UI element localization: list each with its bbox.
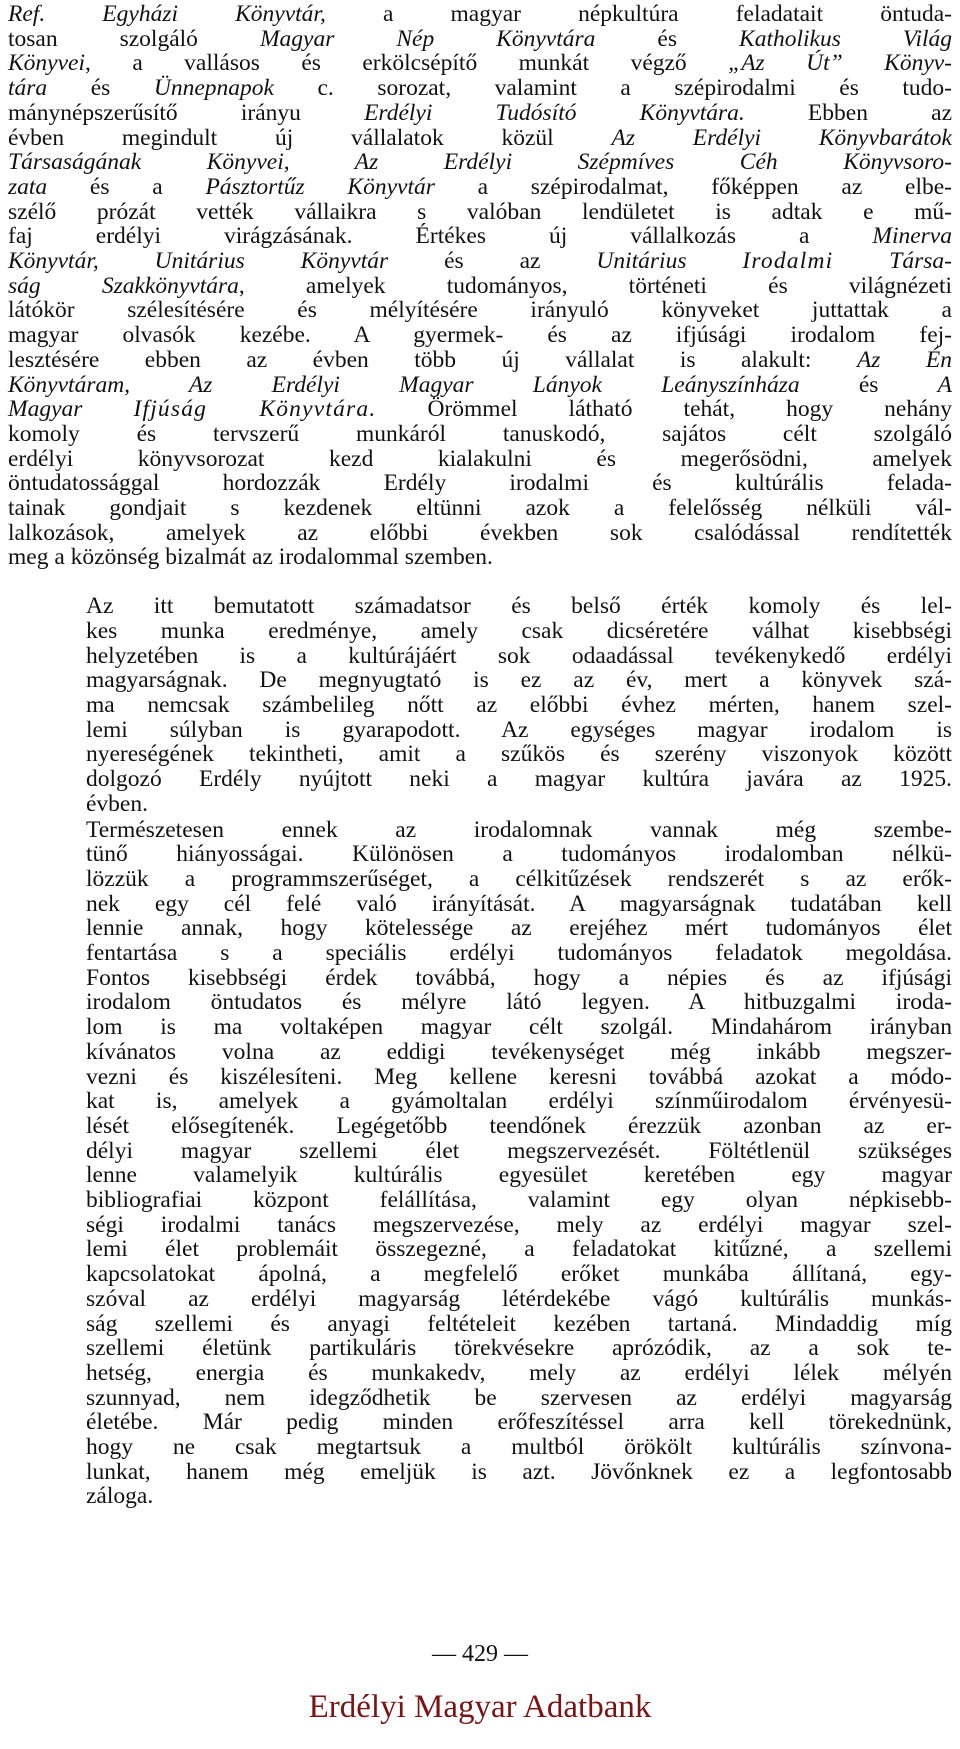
text-line bbox=[8, 742, 952, 767]
text-run: lését elősegítenék. Legégetőbb teendőnek érezzük azonban az er- bbox=[86, 1112, 952, 1139]
text-line bbox=[8, 521, 952, 546]
text-line bbox=[8, 1386, 952, 1411]
text-line bbox=[8, 1361, 952, 1386]
text-run: délyi magyar szellemi élet megszervezését. Föltétlenül szükséges bbox=[86, 1137, 952, 1164]
text-line bbox=[8, 1287, 952, 1312]
text-line bbox=[8, 718, 952, 743]
text-run: irodalom öntudatos és mélyre látó legyen. A hitbuzgalmi iroda- bbox=[86, 989, 952, 1016]
text-line bbox=[8, 693, 952, 718]
text-line bbox=[8, 27, 952, 52]
italic-text: Az Én bbox=[856, 346, 953, 373]
text-line bbox=[8, 1484, 952, 1509]
text-line bbox=[8, 1114, 952, 1139]
text-line bbox=[8, 1336, 952, 1361]
text-run: öntudatossággal hordozzák Erdély irodalmi és kultúrális felada- bbox=[8, 470, 952, 497]
italic-text: tára bbox=[8, 75, 48, 102]
text-line bbox=[8, 298, 952, 323]
text-run: c. sorozat, valamint a szépirodalmi és tudo- bbox=[273, 75, 953, 102]
text-line bbox=[8, 373, 952, 398]
italic-text: Magyar bbox=[8, 396, 134, 423]
text-run: fentartása s a speciális erdélyi tudományos feladatok megoldása. bbox=[86, 940, 952, 967]
italic-text: Pásztortűz Könyvtár bbox=[205, 173, 435, 200]
text-run: a szépirodalmat, főképpen az elbe- bbox=[434, 173, 952, 200]
text-run: kes munka eredménye, amely csak dicséretére válhat kisebbségi bbox=[86, 617, 952, 644]
text-run: évben. bbox=[86, 790, 148, 817]
text-line bbox=[8, 867, 952, 892]
text-run: mánynépszerűsítő irányu bbox=[8, 99, 365, 126]
italic-text: Minerva bbox=[872, 223, 952, 250]
text-run: lemi súlyban is gyarapodott. Az egységes magyar irodalom is bbox=[86, 716, 952, 743]
italic-text: Az Erdélyi Könyvbarátok bbox=[611, 124, 952, 151]
text-run: magyar olvasók kezébe. A gyermek- és az ifjúsági irodalom fej- bbox=[8, 322, 952, 349]
text-run: helyzetében is a kultúrájáért sok odaadással tevékenykedő erdélyi bbox=[86, 642, 952, 669]
text-line bbox=[8, 1089, 952, 1114]
italic-text: „Az Út” Könyv- bbox=[728, 50, 953, 77]
italic-text: Irodalmi bbox=[742, 248, 834, 275]
footer-watermark: Erdélyi Magyar Adatbank bbox=[308, 1689, 652, 1725]
text-run: ségi irodalmi tanács megszervezése, mely az erdélyi magyar szel- bbox=[86, 1211, 952, 1238]
text-line bbox=[8, 1163, 952, 1188]
text-run: komoly és tervszerű munkáról tanuskodó, sajátos célt szolgáló bbox=[8, 420, 952, 447]
text-run: , a vallásos és erkölcsépítő munkát végző bbox=[85, 50, 729, 77]
text-run: tosan szolgáló bbox=[8, 25, 260, 52]
text-run: kívánatos volna az eddigi tevékenységet még inkább megszer- bbox=[86, 1038, 952, 1065]
text-run: lözzük a programmszerűséget, a célkitűzések rendszerét s az erők- bbox=[86, 865, 952, 892]
text-run: és bbox=[595, 25, 740, 52]
text-run: dolgozó Erdély nyújtott neki a magyar kultúra javára az 1925. bbox=[86, 766, 952, 793]
text-line bbox=[8, 200, 952, 225]
italic-text: ság Szakkönyvtára bbox=[8, 272, 239, 299]
text-line bbox=[8, 101, 952, 126]
text-run: és a bbox=[47, 173, 206, 200]
text-run: lesztésére ebben az évben több új vállalat is alakult: bbox=[8, 346, 857, 373]
text-line bbox=[8, 471, 952, 496]
text-line bbox=[8, 1213, 952, 1238]
text-line bbox=[8, 76, 952, 101]
italic-text: Társaságának Könyvei, Az Erdélyi Szépmíves Céh Könyvsoro- bbox=[8, 149, 952, 176]
text-line bbox=[8, 150, 952, 175]
text-run: Az itt bemutatott számadatsor és belső érték komoly és lel- bbox=[86, 593, 952, 620]
text-line bbox=[8, 274, 952, 299]
italic-text: Könyvtáram, Az Erdélyi Magyar Lányok Leányszínháza bbox=[8, 371, 800, 398]
text-line bbox=[8, 1312, 952, 1337]
text-line bbox=[8, 1040, 952, 1065]
text-run: lunkat, hanem még emeljük is azt. Jövőnknek ez a legfontosabb bbox=[86, 1458, 952, 1485]
page-number: — 429 — bbox=[432, 1641, 528, 1667]
text-run: bibliografiai központ felállítása, valamint egy olyan népkisebb- bbox=[86, 1187, 952, 1214]
document-body bbox=[8, 2, 952, 1509]
italic-text: Ifjúság Könyvtára. bbox=[133, 396, 377, 423]
text-run: záloga. bbox=[86, 1483, 154, 1510]
paragraph bbox=[8, 818, 952, 1510]
text-line bbox=[8, 644, 952, 669]
text-line bbox=[8, 1188, 952, 1213]
text-line bbox=[8, 224, 952, 249]
text-line bbox=[8, 619, 952, 644]
text-line bbox=[8, 1015, 952, 1040]
text-run: Fontos kisebbségi érdek továbbá, hogy a népies és az ifjúsági bbox=[86, 964, 952, 991]
text-run: hogy ne csak megtartsuk a multból örökölt kultúrális színvona- bbox=[86, 1434, 952, 1461]
text-line bbox=[8, 990, 952, 1015]
text-line bbox=[8, 323, 952, 348]
text-line bbox=[8, 496, 952, 521]
text-line bbox=[8, 1460, 952, 1485]
text-run: szóval az erdélyi magyarság létérdekébe vágó kultúrális munkás- bbox=[86, 1285, 952, 1312]
text-line bbox=[8, 249, 952, 274]
text-run: Természetesen ennek az irodalomnak vannak még szembe- bbox=[86, 816, 952, 843]
text-run: lennie annak, hogy kötelessége az erejéhez mért tudományos élet bbox=[86, 915, 952, 942]
italic-text: Unitárius bbox=[596, 248, 743, 275]
italic-text: Ünnepnapok bbox=[153, 75, 274, 102]
text-run: lom is ma voltaképen magyar célt szolgál. Mindahárom irányban bbox=[86, 1014, 952, 1041]
text-run: kapcsolatokat ápolná, a megfelelő erőket munkába állítaná, egy- bbox=[86, 1261, 952, 1288]
text-line bbox=[8, 1435, 952, 1460]
text-run: hetség, energia és munkakedv, mely az erdélyi lélek mélyén bbox=[86, 1359, 952, 1386]
text-run: kat is, amelyek a gyámoltalan erdélyi színműirodalom érvényesü- bbox=[86, 1088, 952, 1115]
text-line bbox=[8, 1262, 952, 1287]
text-line bbox=[8, 1065, 952, 1090]
text-run: és bbox=[47, 75, 154, 102]
text-run: és bbox=[799, 371, 938, 398]
text-run: lenne valamelyik kultúrális egyesület keretében egy magyar bbox=[86, 1162, 952, 1189]
text-run: látókör szélesítésére és mélyítésére irányuló könyveket juttattak a bbox=[8, 297, 952, 324]
paragraph bbox=[8, 594, 952, 816]
italic-text: zata bbox=[8, 173, 48, 200]
text-line bbox=[8, 1410, 952, 1435]
text-line bbox=[8, 348, 952, 373]
text-run: évben megindult új vállalatok közül bbox=[8, 124, 612, 151]
text-line bbox=[8, 842, 952, 867]
text-line bbox=[8, 422, 952, 447]
italic-text: Ref. Egyházi Könyvtár, bbox=[8, 1, 326, 27]
text-line bbox=[8, 447, 952, 472]
text-run: erdélyi könyvsorozat kezd kialakulni és megerősödni, amelyek bbox=[8, 445, 952, 472]
italic-text: Magyar Nép Könyvtára bbox=[259, 25, 596, 52]
text-line bbox=[8, 397, 952, 422]
text-run: szélő prózát vették vállaikra s valóban lendületet is adtak e mű- bbox=[8, 198, 952, 225]
text-line bbox=[8, 767, 952, 792]
italic-text: Katholikus Világ bbox=[739, 25, 953, 52]
text-line bbox=[8, 1139, 952, 1164]
paragraph bbox=[8, 2, 952, 570]
text-line bbox=[8, 175, 952, 200]
italic-text: Könyvei bbox=[8, 50, 85, 77]
text-run: nyereségének tekintheti, amit a szűkös és szerény viszonyok között bbox=[86, 741, 952, 768]
text-run: nek egy cél felé való irányítását. A magyarságnak tudatában kell bbox=[86, 890, 952, 917]
text-line bbox=[8, 51, 952, 76]
text-line bbox=[8, 792, 952, 817]
text-line bbox=[8, 818, 952, 843]
text-line bbox=[8, 892, 952, 917]
text-run: tünő hiányosságai. Különösen a tudományos irodalomban nélkü- bbox=[86, 841, 952, 868]
italic-text: Könyvtár, Unitárius Könyvtár bbox=[8, 248, 389, 275]
text-run: ma nemcsak számbelileg nőtt az előbbi évhez mérten, hanem szel- bbox=[86, 691, 952, 718]
text-run: , amelyek tudományos, történeti és világnézeti bbox=[238, 272, 952, 299]
italic-text: A bbox=[937, 371, 953, 398]
text-run: a magyar népkultúra feladatait öntuda- bbox=[325, 1, 952, 27]
text-line bbox=[8, 941, 952, 966]
text-run: szunnyad, nem idegződhetik be szervesen az erdélyi magyarság bbox=[86, 1384, 952, 1411]
text-line bbox=[8, 966, 952, 991]
text-run: szellemi életünk partikuláris törekvésekre aprózódik, az a sok te- bbox=[86, 1335, 952, 1362]
italic-text: Társa- bbox=[833, 248, 952, 275]
text-run: meg a közönség bizalmát az irodalommal szemben. bbox=[8, 544, 493, 571]
text-line bbox=[8, 594, 952, 619]
text-run: magyarságnak. De megnyugtató is ez az év, mert a könyvek szá- bbox=[86, 667, 952, 694]
text-line bbox=[8, 545, 952, 570]
text-run: vezni és kiszélesíteni. Meg kellene keresni továbbá azokat a módo- bbox=[86, 1063, 952, 1090]
text-run: tainak gondjait s kezdenek eltünni azok a felelősség nélküli vál- bbox=[8, 495, 952, 522]
text-line bbox=[8, 1237, 952, 1262]
text-run: életébe. Már pedig minden erőfeszítéssel arra kell törekednünk, bbox=[86, 1409, 952, 1436]
text-run: ság szellemi és anyagi feltételeit kezében tartaná. Mindaddig míg bbox=[86, 1310, 952, 1337]
text-run: lemi élet problemáit összegezné, a feladatokat kitűzné, a szellemi bbox=[86, 1236, 952, 1263]
text-run: és az bbox=[388, 248, 597, 275]
text-run: faj erdélyi virágzásának. Értékes új vállalkozás a bbox=[8, 223, 873, 250]
text-run: lalkozások, amelyek az előbbi években sok csalódással rendítették bbox=[8, 519, 952, 546]
text-line bbox=[8, 916, 952, 941]
text-run: Ebben az bbox=[744, 99, 953, 126]
text-line bbox=[8, 126, 952, 151]
text-line bbox=[8, 2, 952, 27]
text-run: Örömmel látható tehát, hogy nehány bbox=[376, 396, 952, 423]
italic-text: Erdélyi Tudósító Könyvtára. bbox=[364, 99, 745, 126]
text-line bbox=[8, 668, 952, 693]
